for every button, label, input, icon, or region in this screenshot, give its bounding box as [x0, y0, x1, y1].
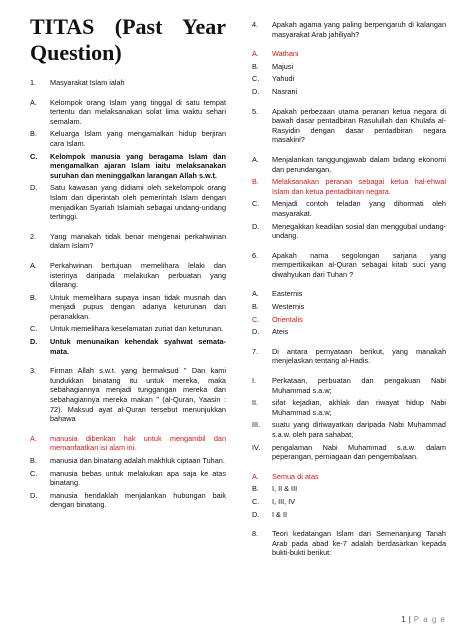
option-text: Menegakkan keadilan sosial dan menggubal undang-undang. — [272, 221, 446, 241]
option-letter: D. — [252, 509, 260, 519]
option-text: Kelompok manusia yang beragama Islam dan mengamalkan ajaran Islam iaitu melaksanakan suruhan dan meninggalkan larangan Allah s.w.t. — [50, 151, 226, 180]
options — [252, 472, 446, 519]
question-8 — [252, 529, 446, 558]
option-text: Easternis — [272, 289, 303, 299]
option-c-answer — [252, 315, 446, 325]
statement-ii — [252, 398, 446, 417]
option-b — [252, 62, 446, 72]
option-a-answer — [30, 434, 226, 453]
option-text: Keluarga Islam yang mengamalkan hidup berjiran cara Islam. — [50, 129, 226, 148]
question-5 — [252, 107, 446, 241]
option-d — [252, 87, 446, 97]
option-letter: A. — [30, 97, 37, 107]
option-text: I, III, IV — [272, 496, 296, 506]
option-b — [252, 484, 446, 494]
option-letter: A. — [252, 471, 259, 481]
statement-text: suatu yang diriwayatkan daripada Nabi Muhammad s.a.w. oleh para sahabat; — [272, 420, 446, 439]
option-text: Untuk memelihara keselamatan zuriat dan keturunan. — [50, 324, 224, 334]
option-a — [252, 155, 446, 174]
question-number: 2. — [30, 231, 37, 241]
option-letter: D. — [30, 337, 38, 347]
option-d — [252, 327, 446, 337]
option-letter: D. — [252, 86, 260, 96]
option-letter: D. — [30, 183, 38, 193]
option-letter: B. — [30, 129, 37, 139]
option-letter: A. — [30, 260, 37, 270]
title-line-2: Question) — [30, 40, 122, 65]
option-d-answer — [30, 337, 226, 356]
option-text: Majusi — [272, 61, 294, 71]
option-b — [30, 293, 226, 322]
statement-text: Perkataan, perbuatan dan pengakuan Nabi Muhammad s.a.w; — [272, 376, 446, 395]
option-b — [30, 129, 226, 148]
option-letter: C. — [252, 74, 260, 84]
statement-iv — [252, 443, 446, 462]
option-letter: B. — [252, 484, 259, 494]
question-text: Apakah agama yang paling berpengaruh di kalangan masyarakat Arab jahiliyah? — [272, 20, 446, 39]
option-letter: B. — [252, 302, 259, 312]
question-text: Apakah nama segolongan sarjana yang mempertikaikan al-Quran sebagai kitab suci yang diwahyukan dari Tuhan ? — [272, 250, 446, 279]
option-b — [30, 456, 226, 466]
right-column — [252, 20, 446, 568]
statement-text: pengalaman Nabi Muhammad s.a.w. dalam peperangan, perniagaan dan pengembalaan. — [272, 442, 446, 462]
option-letter: D. — [30, 490, 38, 500]
question-number: 5. — [252, 106, 259, 116]
options — [30, 98, 226, 222]
option-letter: C. — [30, 468, 38, 478]
question-text: Di antara pernyataan berikut, yang manakah menjelaskan tentang al-Hadis. — [272, 346, 446, 366]
question-number: 4. — [252, 20, 259, 29]
option-letter: A. — [252, 49, 259, 59]
option-a — [30, 98, 226, 127]
option-b-answer — [252, 177, 446, 196]
option-text: Orientalis — [272, 314, 303, 324]
option-letter: B. — [30, 292, 37, 302]
option-c — [30, 469, 226, 488]
option-c — [252, 497, 446, 507]
option-text: Untuk memelihara supaya insan tidak musnah dan menjadi pupus dengan adanya keturunan dan peranakkan. — [50, 292, 226, 321]
question-6 — [252, 251, 446, 337]
question-2 — [30, 232, 226, 357]
question-7 — [252, 347, 446, 519]
option-letter: A. — [252, 154, 259, 164]
page-footer — [401, 615, 446, 624]
question-text: Masyarakat Islam ialah — [50, 78, 125, 87]
question-number: 3. — [30, 366, 37, 376]
option-c — [252, 74, 446, 84]
option-letter: B. — [252, 177, 259, 187]
question-3 — [30, 366, 226, 510]
statement-numeral: IV. — [252, 442, 261, 452]
document-title — [30, 14, 226, 66]
option-text: manusia bebas untuk melakukan apa saja ke atas binatang. — [50, 468, 226, 488]
option-letter: C. — [252, 314, 260, 324]
option-c — [30, 324, 226, 334]
option-text: I & II — [272, 509, 288, 519]
option-text: Nasrani — [272, 86, 298, 96]
statement-numeral: II. — [252, 398, 259, 408]
option-letter: C. — [30, 151, 38, 161]
options — [30, 261, 226, 356]
question-text: Apakah perbezaan utama peranan ketua negara di bawah dasar pentadbiran Rasulullah dan Khulafa al-Rasyidin dengan dasar pentadbiran negara masakini? — [272, 106, 446, 145]
option-text: manusia diberikan hak untuk mengambil dan memanfaatkan isi alam ini. — [50, 433, 226, 453]
option-text: Kelompok orang Islam yang tinggal di satu tempat tertentu dan melaksanakan solat lima waktu sehari semalam. — [50, 97, 226, 126]
option-letter: D. — [252, 221, 260, 231]
option-d — [252, 222, 446, 241]
option-text: Perkahwinan bertujuan memelihara lelaki dan isterinya daripada melakukan perbuatan yang dilarang. — [50, 260, 226, 290]
option-d — [30, 491, 226, 510]
option-letter: D. — [252, 327, 260, 337]
option-c — [252, 199, 446, 218]
statements — [252, 376, 446, 462]
option-text: Westernis — [272, 302, 305, 312]
option-text: Semua di atas — [272, 471, 319, 481]
question-text: Yang manakah tidak benar mengenai perkahwinan dalam Islam? — [50, 231, 226, 251]
statement-numeral: III. — [252, 420, 261, 430]
options — [252, 155, 446, 241]
question-text: Firman Allah s.w.t. yang bermaksud " Dan kami tundukkan binatang itu untuk mereka, maka sebahagiannya menjadi tunggangan mereka dan sebahagiannya mereka makan " (al-Quran, Yaasin : 72). Maksud ayat al-Quran tersebut menunjukkan bahawa — [50, 366, 226, 424]
option-b — [252, 302, 446, 312]
option-text: manusia dan binatang adalah makhluk ciptaan Tuhan. — [50, 456, 225, 465]
footer-separator: | — [408, 615, 411, 624]
option-text: Satu kawasan yang didiami oleh sekelompok orang Islam dan diperintah oleh pemerintah Islam dengan menjadikan Syariah Islamiah sebagai undang-undang tertinggi. — [50, 183, 226, 222]
option-letter: C. — [30, 324, 38, 334]
question-4 — [252, 20, 446, 97]
question-text: Teori kedatangan Islam dari Semenanjung Tanah Arab pada abad ke-7 adalah berdasarkan kepada bukti-bukti berikut: — [272, 529, 446, 558]
option-text: I, II & III — [272, 484, 298, 494]
option-a-answer — [252, 472, 446, 482]
option-c-answer — [30, 152, 226, 181]
question-number: 7. — [252, 346, 259, 356]
option-text: Melaksanakan peranan sebagai ketua hal-ehwal Islam dan ketua pentadbiran negara. — [272, 177, 446, 196]
option-d — [30, 183, 226, 221]
option-text: Wathani — [272, 49, 299, 59]
option-a-answer — [252, 49, 446, 59]
question-number: 8. — [252, 529, 259, 539]
option-letter: A. — [30, 433, 37, 443]
option-text: Yahudi — [272, 74, 295, 84]
option-letter: C. — [252, 496, 260, 506]
statement-numeral: I. — [252, 376, 257, 386]
question-1 — [30, 78, 226, 222]
statement-iii — [252, 420, 446, 439]
option-letter: A. — [252, 289, 259, 299]
question-number: 1. — [30, 78, 37, 87]
option-letter: C. — [252, 199, 260, 209]
option-text: Menjadi contoh teladan yang dihormati oleh masyarakat. — [272, 199, 446, 218]
option-text: Untuk menunaikan kehendak syahwat semata-mata. — [50, 337, 226, 356]
options — [252, 289, 446, 336]
options — [252, 49, 446, 96]
page-number: 1 — [401, 615, 406, 624]
option-letter: B. — [252, 61, 259, 71]
option-letter: B. — [30, 456, 37, 465]
left-column — [30, 14, 226, 520]
statement-text: sifat kejadian, akhlak dan riwayat hidup Nabi Muhammad s.a.w; — [272, 398, 446, 417]
title-line-1: TITAS (Past Year — [30, 14, 226, 39]
option-a — [30, 261, 226, 290]
option-text: manusia hendaklah menjalankan hubungan baik dengan binatang. — [50, 490, 226, 510]
question-number: 6. — [252, 250, 259, 260]
page-label: P a g e — [413, 615, 446, 624]
option-a — [252, 289, 446, 299]
statement-i — [252, 376, 446, 395]
options — [30, 434, 226, 510]
option-text: Menjalankan tanggungjawab dalam bidang ekonomi dan perundangan. — [272, 154, 446, 174]
option-text: Ateis — [272, 327, 289, 337]
option-d — [252, 510, 446, 520]
